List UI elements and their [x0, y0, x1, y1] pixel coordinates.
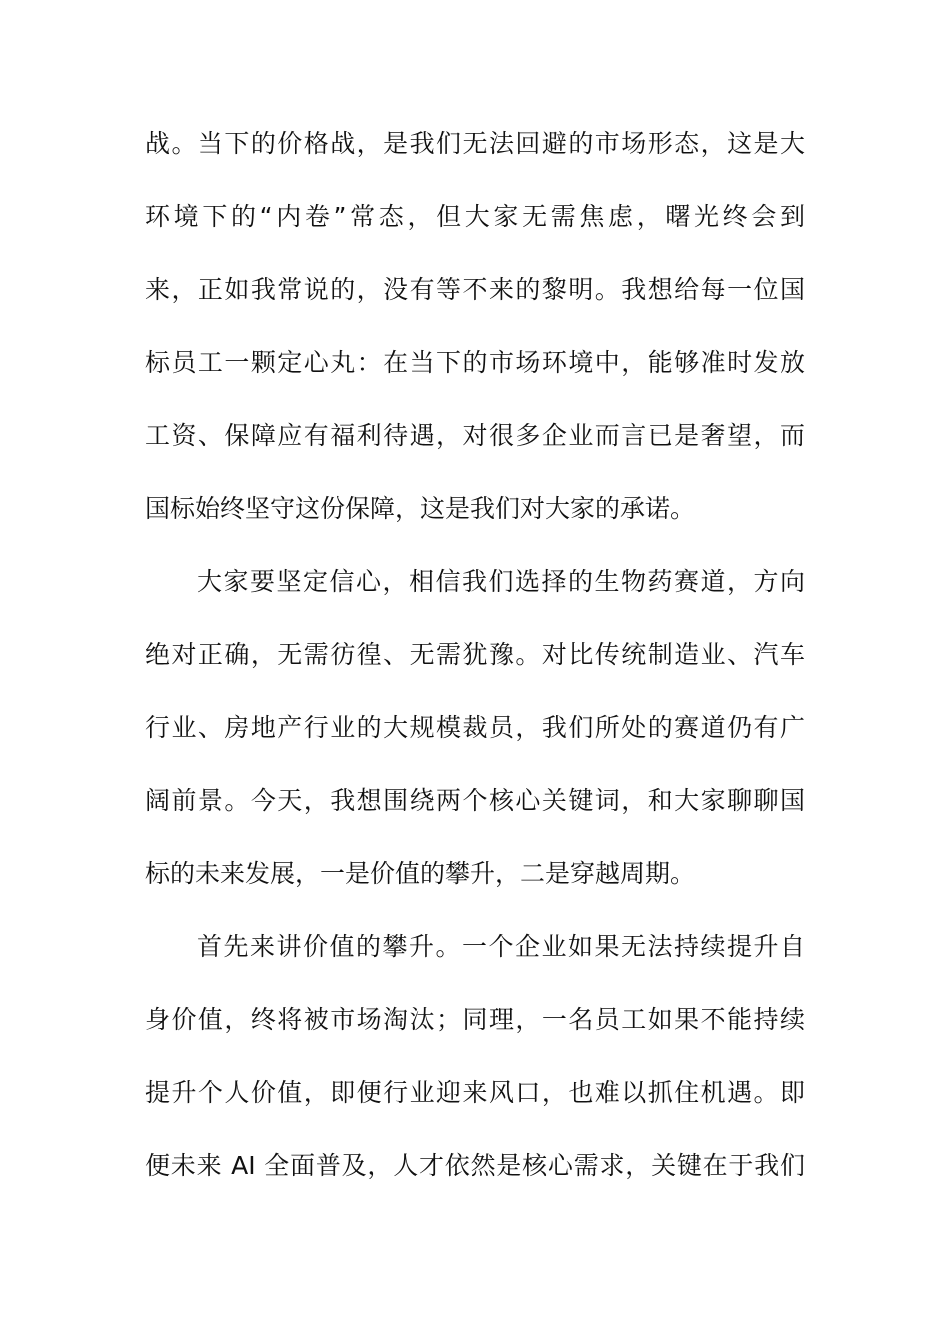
paragraph-1-line-3: 来，正如我常说的，没有等不来的黎明。我想给每一位国: [145, 275, 805, 304]
paragraph-1-line-1: 战。当下的价格战，是我们无法回避的市场形态，这是大: [145, 129, 805, 158]
paragraph-3-line-3: 提升个人价值，即便行业迎来风口，也难以抓住机遇。即: [145, 1078, 805, 1107]
paragraph-2-line-3: 行业、房地产行业的大规模裁员，我们所处的赛道仍有广: [145, 713, 805, 742]
paragraph-1-line-6: 国标始终坚守这份保障，这是我们对大家的承诺。: [145, 494, 696, 523]
paragraph-3-line-2: 身价值，终将被市场淘汰；同理，一名员工如果不能持续: [145, 1005, 805, 1034]
paragraph-2-line-2: 绝对正确，无需彷徨、无需犹豫。对比传统制造业、汽车: [145, 640, 805, 669]
paragraph-3-line-4: 便未来 AI 全面普及，人才依然是核心需求，关键在于我们: [145, 1151, 805, 1180]
paragraph-1-line-2: 环境下的“内卷”常态，但大家无需焦虑，曙光终会到: [145, 202, 805, 231]
paragraph-2-line-1: 大家要坚定信心，相信我们选择的生物药赛道，方向: [197, 567, 805, 596]
paragraph-1-line-5: 工资、保障应有福利待遇，对很多企业而言已是奢望，而: [145, 421, 805, 450]
paragraph-1-line-4: 标员工一颗定心丸：在当下的市场环境中，能够准时发放: [145, 348, 805, 377]
paragraph-2-line-4: 阔前景。今天，我想围绕两个核心关键词，和大家聊聊国: [145, 786, 805, 815]
paragraph-3-line-1: 首先来讲价值的攀升。一个企业如果无法持续提升自: [197, 932, 805, 961]
paragraph-2-line-5: 标的未来发展，一是价值的攀升，二是穿越周期。: [145, 859, 696, 888]
